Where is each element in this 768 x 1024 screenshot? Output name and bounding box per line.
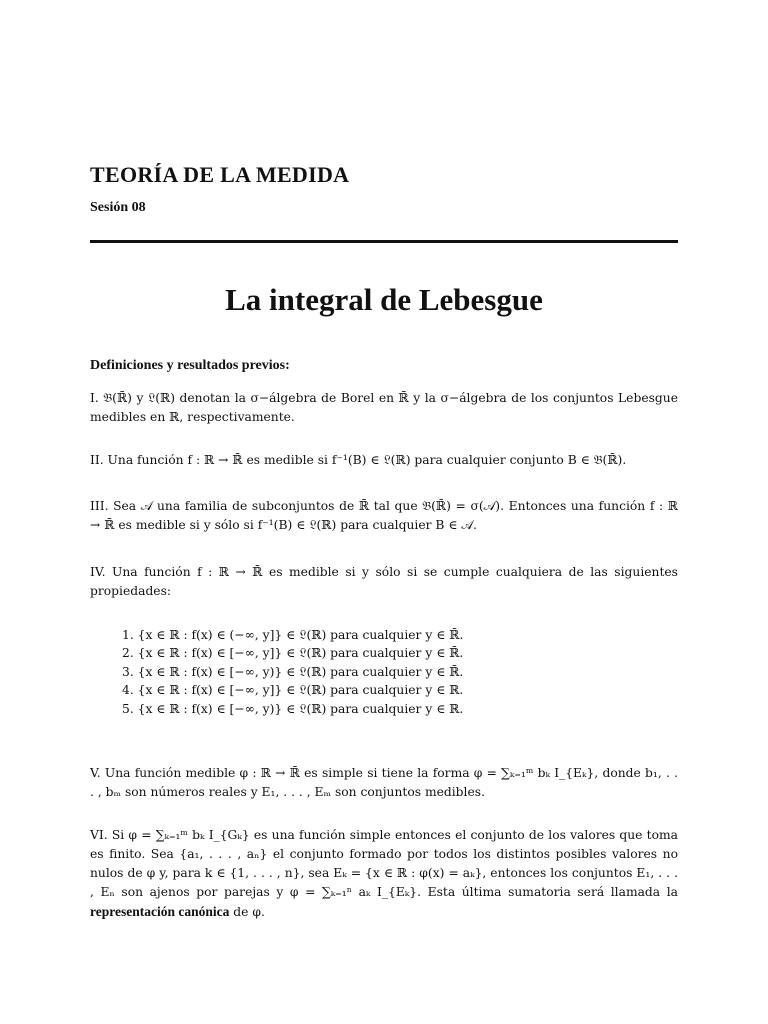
item-II: II. Una función f : ℝ → ℝ̄ es medible si f⁻¹(B) ∈ 𝔏(ℝ) para cualquier conjunto B ∈ 𝔅(ℝ̄). xyxy=(90,453,627,467)
item-III: III. Sea 𝒜 una familia de subconjuntos de ℝ̄ tal que 𝔅(ℝ̄) = σ(𝒜). Entonces una función f : ℝ → ℝ̄ es medible si y sólo si f⁻¹(B) ∈ 𝔏(ℝ) para cualquier B ∈ 𝒜. xyxy=(90,499,678,532)
page-title: La integral de Lebesgue xyxy=(225,282,543,317)
header-divider xyxy=(90,240,678,243)
section-heading: Definiciones y resultados previos: xyxy=(90,358,290,373)
item-IV: IV. Una función f : ℝ → ℝ̄ es medible si y sólo si se cumple cualquiera de las siguientes propiedades: xyxy=(90,565,678,598)
course-title: TEORÍA DE LA MEDIDA xyxy=(90,162,350,187)
item-VI-text: VI. Si φ = ∑ₖ₌₁ᵐ bₖ I_{Gₖ} es una función simple entonces el conjunto de los valores que toma es finito. Sea {a₁, . . . , aₙ} el conjunto formado por todos los distintos posibles valores no nulos de φ y, para k ∈ {1, . . . , n}, sea Eₖ = {x ∈ ℝ : φ(x) = aₖ}, entonces los conjuntos E₁, . . . , Eₙ son ajenos por parejas y φ = ∑ₖ₌₁ⁿ aₖ I_{Eₖ}. Esta última sumatoria será llamada la xyxy=(90,828,678,899)
properties-list xyxy=(122,626,463,718)
item-VI xyxy=(90,826,678,922)
item-I: I. 𝔅(ℝ̄) y 𝔏(ℝ) denotan la σ−álgebra de Borel en ℝ̄ y la σ−álgebra de los conjuntos Lebesgue medibles en ℝ, respectivamente. xyxy=(90,391,678,424)
document-page xyxy=(90,0,678,1024)
property-item-2: 2. {x ∈ ℝ : f(x) ∈ [−∞, y]} ∈ 𝔏(ℝ) para cualquier y ∈ ℝ̄. xyxy=(122,646,464,661)
property-item-4: 4. {x ∈ ℝ : f(x) ∈ [−∞, y]} ∈ 𝔏(ℝ) para cualquier y ∈ ℝ. xyxy=(122,683,464,698)
property-item-3: 3. {x ∈ ℝ : f(x) ∈ [−∞, y)} ∈ 𝔏(ℝ) para cualquier y ∈ ℝ̄. xyxy=(122,664,464,679)
property-item-5: 5. {x ∈ ℝ : f(x) ∈ [−∞, y)} ∈ 𝔏(ℝ) para cualquier y ∈ ℝ. xyxy=(122,701,464,716)
session-label: Sesión 08 xyxy=(90,200,146,215)
item-V: V. Una función medible φ : ℝ → ℝ̄ es simple si tiene la forma φ = ∑ₖ₌₁ᵐ bₖ I_{Eₖ}, donde b₁, . . . , bₘ son números reales y E₁, . . . , Eₘ son conjuntos medibles. xyxy=(90,766,678,799)
canonical-representation-term: representación canónica xyxy=(90,904,230,919)
item-VI-tail: de φ. xyxy=(229,905,265,919)
property-item-1: 1. {x ∈ ℝ : f(x) ∈ (−∞, y]} ∈ 𝔏(ℝ) para cualquier y ∈ ℝ̄. xyxy=(122,628,464,642)
